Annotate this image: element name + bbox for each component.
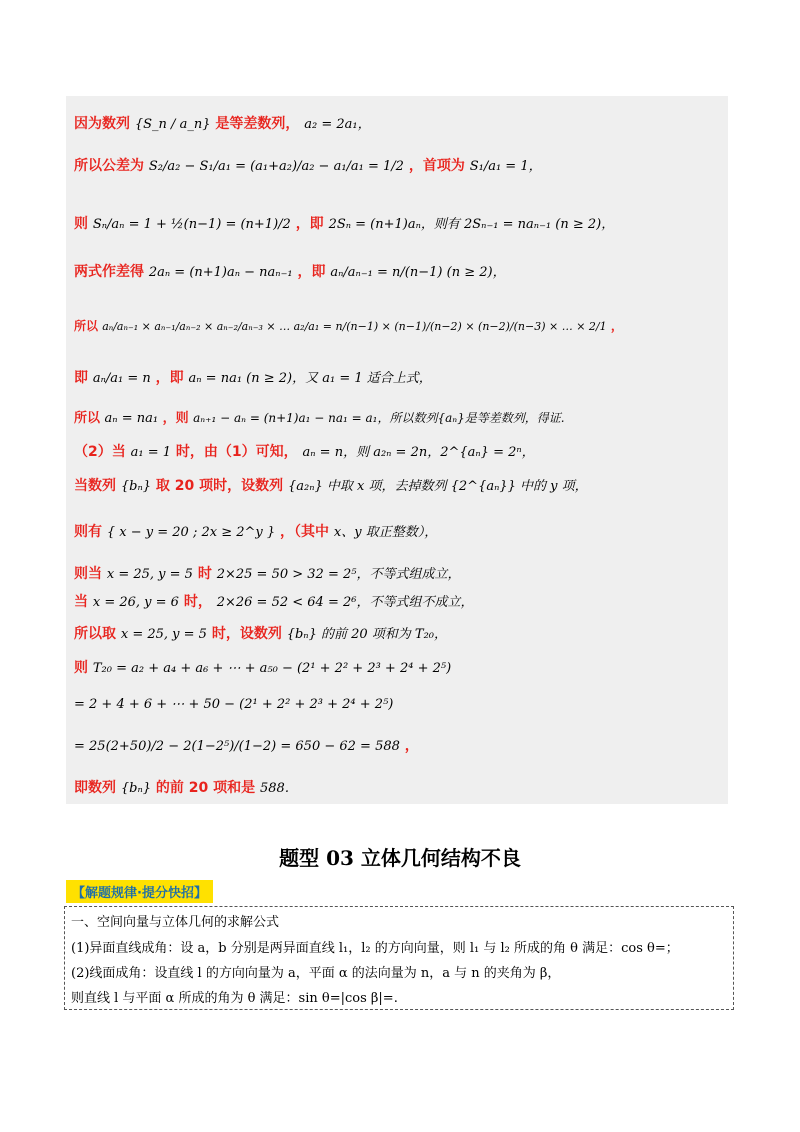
line-math: a₁ = 1 [130,445,172,460]
line-math: x = 26, y = 6 [92,595,179,610]
method-line: 则直线 l 与平面 α 所成的角为 θ 满足：sin θ=|cos β|=. [71,991,398,1006]
line-text: ， [610,319,623,333]
line-math: aₙ/aₙ₋₁ × aₙ₋₁/aₙ₋₂ × aₙ₋₂/aₙ₋₃ × … a₂/a₁ = n/(n−1) × (n−1)/(n−2) × (n−2)/(n−3) × … × 2/1 [102,320,607,333]
line-text: 时，设数列 [211,626,282,642]
line-math: {S_n / a_n} [134,117,211,132]
line-math: {bₙ} [120,781,152,796]
line-text: ，即 [295,216,324,232]
line-math: 2×25 = 50 > 32 = 2⁵，不等式组成立， [216,567,461,582]
method-line: 一、空间向量与立体几何的求解公式 [71,915,280,930]
line-text: 所以 [74,411,101,426]
tips-tag: 【解题规律·提分快招】 [66,880,213,903]
line-text: 则当 [74,566,102,582]
line-math: aₙ = na₁ (n ≥ 2)，又 a₁ = 1 适合上式， [188,371,432,386]
solution-line [74,694,393,715]
line-text: ，即 [155,370,184,386]
line-math: {bₙ} [120,479,152,494]
solution-line [74,522,437,543]
line-math: = 2 + 4 + 6 + ⋯ + 50 − (2¹ + 2² + 2³ + 2⁴ + 2⁵) [74,697,394,712]
method-box [64,906,734,1010]
solution-line [74,262,506,283]
line-math: aₙ = n，则 a₂ₙ = 2n，2^{aₙ} = 2ⁿ， [302,445,535,460]
line-text: 取 20 项时，设数列 [155,478,284,494]
line-text: 则 [74,216,88,232]
solution-panel [66,96,728,804]
method-line: (2)线面成角：设直线 l 的方向向量为 a，平面 α 的法向量为 n，a 与 n 的夹角为 β， [71,966,561,981]
line-math: aₙ = na₁ [104,411,159,426]
section-heading: 题型 03 立体几何结构不良 [279,846,521,870]
solution-line [74,316,623,337]
line-math: x = 25, y = 5 [106,567,193,582]
solution-line [74,442,535,463]
line-text: 的前 20 项和是 [155,780,256,796]
line-text: 时，由（1）可知， [175,444,298,460]
line-math: a₂ = 2a₁， [304,117,371,132]
line-text: 因为数列 [74,116,130,132]
line-math: aₙ₊₁ − aₙ = (n+1)a₁ − na₁ = a₁，所以数列{aₙ}是等差数列，得证. [193,411,565,425]
solution-line [74,658,451,679]
solution-line [74,368,432,389]
line-math: = 25(2+50)/2 − 2(1−2⁵)/(1−2) = 650 − 62 = 588 [74,739,400,754]
line-text: 所以 [74,319,99,333]
line-math: x = 25, y = 5 [120,627,207,642]
line-text: 即 [74,370,88,386]
line-math: S₁/a₁ = 1， [469,159,542,174]
line-text: 则 [74,660,88,676]
line-math: aₙ/a₁ = n [92,371,151,386]
line-text: 当数列 [74,478,116,494]
line-math: 2×26 = 52 < 64 = 2⁶，不等式组不成立， [216,595,474,610]
solution-line [74,778,289,799]
solution-line [74,592,473,613]
line-math: {a₂ₙ} 中取 x 项，去掉数列 {2^{aₙ}} 中的 y 项， [288,479,588,494]
line-text: 则有 [74,524,102,540]
line-math: 588. [260,781,289,796]
solution-line [74,408,565,429]
solution-line [74,476,588,497]
solution-line [74,624,447,645]
line-text: 所以公差为 [74,158,144,174]
line-text: 所以取 [74,626,116,642]
line-text: ，则 [162,411,189,426]
line-text: ，首项为 [408,158,465,174]
line-math: 2Sₙ = (n+1)aₙ，则有 2Sₙ₋₁ = naₙ₋₁ (n ≥ 2)， [328,217,615,232]
line-math: 2aₙ = (n+1)aₙ − naₙ₋₁ [148,265,293,280]
line-text: 是等差数列， [215,116,300,132]
line-text: （2）当 [74,444,126,460]
line-math: S₂/a₂ − S₁/a₁ = (a₁+a₂)/a₂ − a₁/a₁ = 1/2 [148,159,404,174]
solution-line [74,156,542,177]
method-line: (1)异面直线成角：设 a，b 分别是两异面直线 l₁，l₂ 的方向向量，则 l₁ 与 l₂ 所成的角 θ 满足：cos θ=； [71,941,679,956]
line-math: { x − y = 20 ; 2x ≥ 2^y } [106,525,276,540]
line-text: 即数列 [74,780,116,796]
solution-line [74,564,460,585]
line-text: ， [404,738,419,754]
line-text: 两式作差得 [74,264,144,280]
line-text: ，（其中 [280,524,330,540]
solution-line [74,736,419,757]
solution-line [74,214,614,235]
line-text: 时 [197,566,212,582]
line-text: 时， [183,594,212,610]
line-math: Sₙ/aₙ = 1 + ½(n−1) = (n+1)/2 [92,217,291,232]
solution-line [74,114,371,135]
line-math: aₙ/aₙ₋₁ = n/(n−1) (n ≥ 2)， [330,265,506,280]
line-math: T₂₀ = a₂ + a₄ + a₆ + ⋯ + a₅₀ − (2¹ + 2² + 2³ + 2⁴ + 2⁵) [92,661,452,676]
line-text: ，即 [297,264,326,280]
line-math: {bₙ} 的前 20 项和为 T₂₀， [286,627,448,642]
line-math: x、y 取正整数）， [333,525,438,540]
line-text: 当 [74,594,88,610]
